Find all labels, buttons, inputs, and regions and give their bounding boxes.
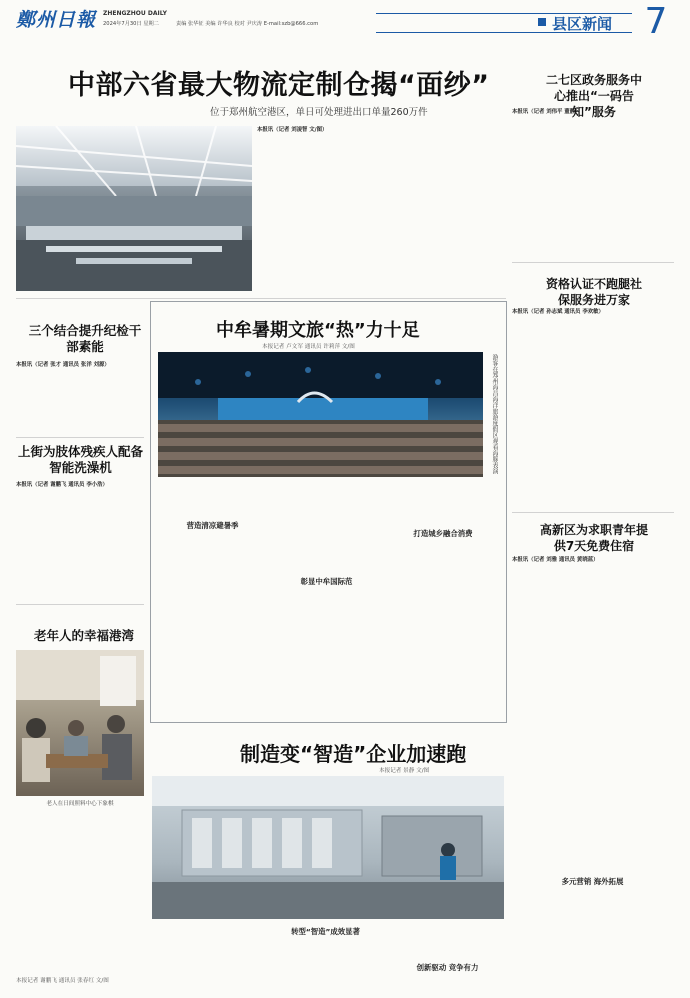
tourism-col3 bbox=[387, 480, 499, 715]
tourism-col2 bbox=[274, 480, 379, 715]
onecode-article bbox=[512, 108, 674, 255]
dolphin-show-photo bbox=[158, 352, 483, 477]
disabled-headline: 上街为肢体残疾人配备智能洗澡机 bbox=[18, 444, 144, 475]
warehouse-illustration bbox=[16, 126, 252, 291]
elderly-caption: 老人在日间照料中心下象棋 bbox=[46, 801, 114, 807]
main-article-col2 bbox=[384, 126, 507, 292]
factory-illustration bbox=[152, 776, 504, 919]
divider bbox=[512, 262, 674, 263]
divider bbox=[512, 512, 674, 513]
smart-col1 bbox=[152, 926, 262, 996]
smart-col3 bbox=[390, 926, 505, 996]
square-marker-icon bbox=[538, 18, 546, 26]
tourism-subhead-3: 打造城乡融合消费 bbox=[413, 529, 473, 538]
smart-col2 bbox=[268, 926, 383, 996]
jobs-byline: 本报讯（记者 刘雅 通讯员 黄晓蓝） bbox=[512, 557, 599, 563]
smart-col4 bbox=[510, 726, 675, 996]
editor-line: 责编 张华征 美编 许华良 校对 尹庆涛 E-mail:szb@666.com bbox=[176, 21, 319, 27]
divider bbox=[16, 437, 144, 438]
jobs-article bbox=[512, 556, 674, 718]
tourism-col1 bbox=[160, 480, 265, 715]
tourism-subhead-1: 营造清凉避暑季 bbox=[186, 521, 239, 530]
qualification-byline: 本报讯（记者 孙志斌 通讯员 李欢敏） bbox=[512, 309, 604, 315]
date-line: 2024年7月30日 星期二 bbox=[103, 21, 159, 27]
divider bbox=[16, 298, 506, 299]
smart-subhead-2: 多元营销 海外拓展 bbox=[561, 877, 624, 886]
mini-byline: 本报讯（记者 张才 通讯员 张洋 刘源） bbox=[16, 362, 110, 368]
disabled-byline: 本报讯（记者 谢鹏飞 通讯员 李小浩） bbox=[16, 482, 108, 488]
warehouse-photo bbox=[16, 126, 252, 291]
tourism-byline: 本报记者 卢文军 通讯员 许莉萍 文/图 bbox=[262, 344, 355, 350]
divider bbox=[16, 604, 144, 605]
main-article-col1 bbox=[257, 126, 380, 292]
qualification-headline: 资格认证不跑腿社保服务进万家 bbox=[545, 277, 642, 307]
elderly-headline: 老年人的幸福港湾 bbox=[34, 628, 135, 643]
factory-photo bbox=[152, 776, 504, 919]
section-title: 县区新闻 bbox=[552, 15, 613, 33]
logo: 鄭州日報 bbox=[16, 9, 97, 31]
paper-name: ZHENGZHOU DAILY bbox=[103, 10, 167, 17]
mini-article bbox=[16, 361, 144, 433]
smart-headline: 制造变“智造”企业加速跑 bbox=[240, 742, 467, 766]
onecode-byline: 本报讯（记者 刘伟平 董静） bbox=[512, 109, 581, 115]
qualification-article bbox=[512, 308, 674, 508]
disabled-article bbox=[16, 481, 144, 599]
elderly-article bbox=[16, 810, 144, 970]
mini-headline: 三个结合提升纪检干部素能 bbox=[28, 323, 142, 354]
elderly-illustration bbox=[16, 650, 144, 796]
smart-subhead-3: 创新驱动 竞争有力 bbox=[416, 963, 479, 972]
tourism-headline: 中牟暑期文旅“热”力十足 bbox=[216, 320, 420, 341]
smart-subhead-1: 转型“智造”成效显著 bbox=[291, 927, 360, 936]
page-number: 7 bbox=[644, 1, 668, 42]
jobs-headline: 高新区为求职青年提供7天免费住宿 bbox=[540, 523, 649, 553]
dolphin-show-illustration bbox=[158, 352, 483, 477]
main-subtitle: 位于郑州航空港区，单日可处理进出口单量260万件 bbox=[210, 107, 428, 118]
tourism-subhead-2: 彰显中牟国际范 bbox=[300, 577, 353, 586]
photo-caption-vertical: 游客在郑州海昌海洋旅游度假区观看海豚表演 bbox=[491, 354, 498, 474]
main-byline: 本报讯（记者 刘凌智 文/图） bbox=[257, 127, 328, 133]
onecode-headline: 二七区政务服务中心推出“一码告知”服务 bbox=[546, 73, 643, 119]
main-headline: 中部六省最大物流定制仓揭“面纱” bbox=[68, 70, 490, 101]
masthead bbox=[0, 0, 690, 46]
smart-byline: 本报记者 景静 文/图 bbox=[379, 768, 430, 774]
elderly-byline: 本报记者 谢鹏飞 通讯员 张春红 文/图 bbox=[16, 978, 109, 984]
elderly-photo bbox=[16, 650, 144, 796]
